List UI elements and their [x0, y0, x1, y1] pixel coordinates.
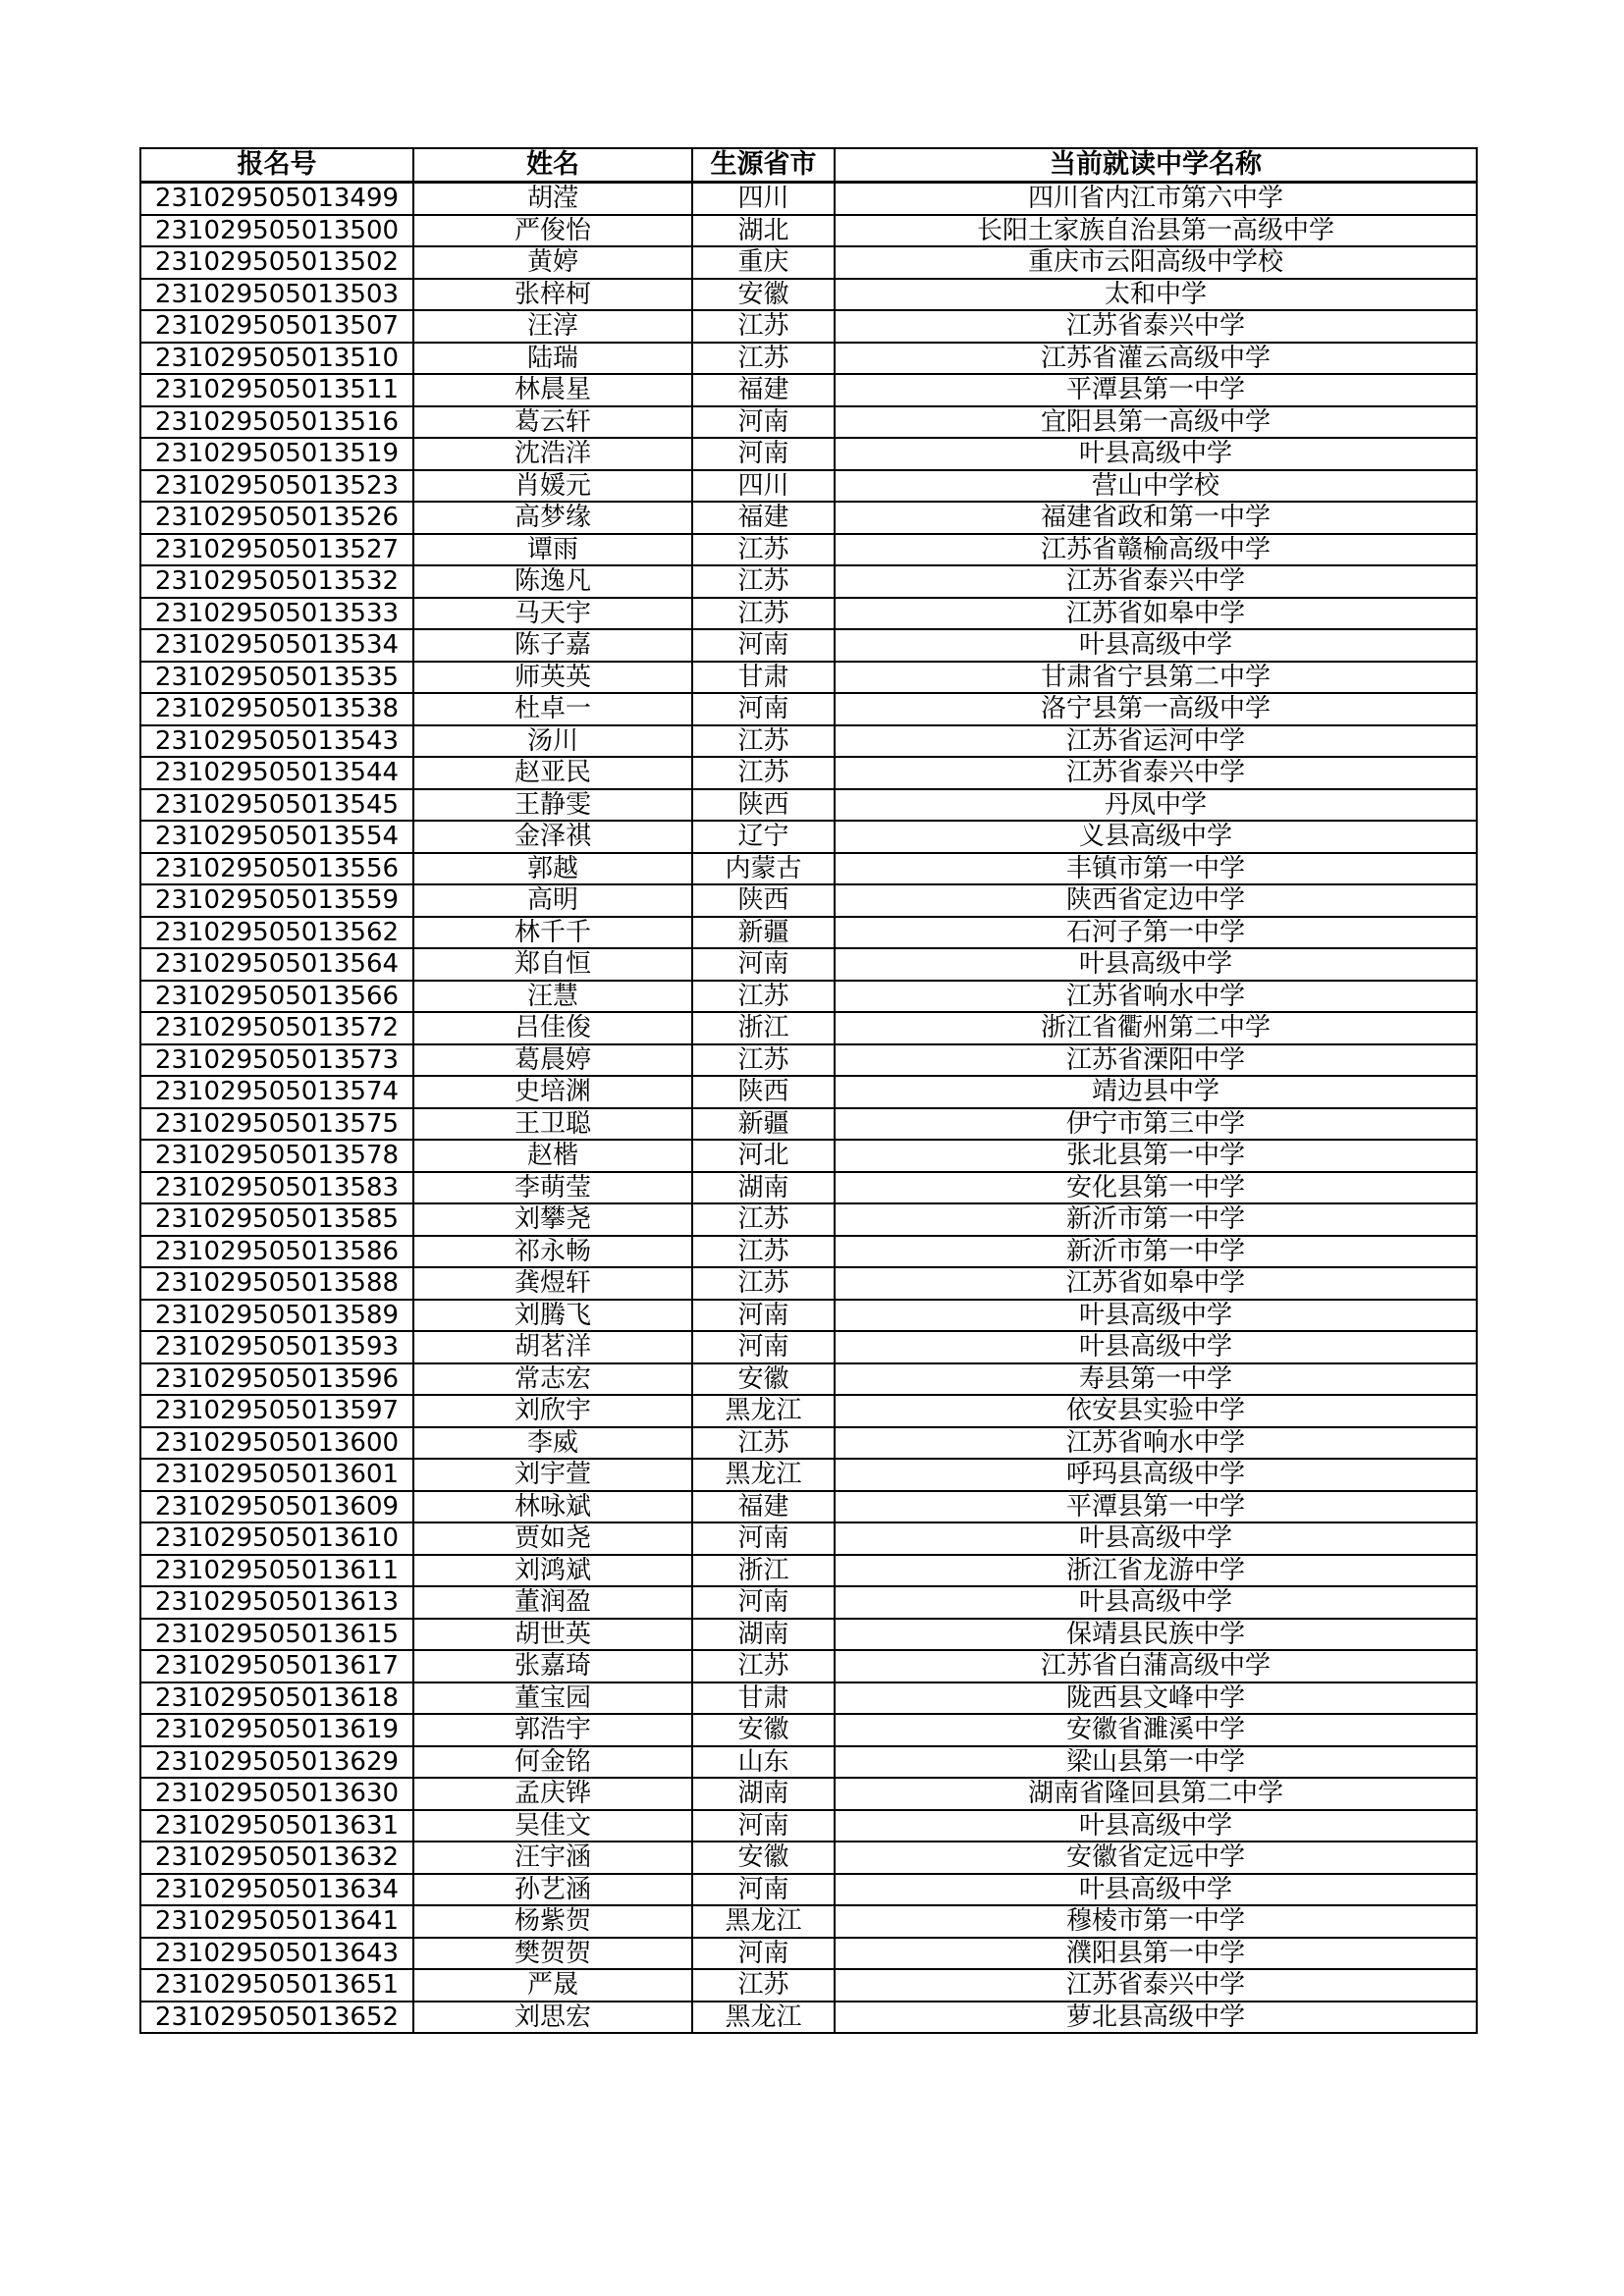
table-row	[140, 1363, 1477, 1396]
cell-name: 严俊怡	[413, 215, 692, 247]
header-source-province: 生源省市	[692, 148, 835, 183]
cell-current-school: 义县高级中学	[835, 821, 1477, 853]
cell-name: 张梓柯	[413, 279, 692, 311]
cell-source-province: 重庆	[692, 246, 835, 279]
cell-name: 常志宏	[413, 1363, 692, 1396]
cell-registration-number: 231029505013554	[140, 821, 413, 853]
cell-registration-number: 231029505013643	[140, 1938, 413, 1970]
cell-current-school: 浙江省衢州第二中学	[835, 1012, 1477, 1044]
cell-current-school: 安徽省濉溪中学	[835, 1714, 1477, 1746]
cell-registration-number: 231029505013589	[140, 1300, 413, 1332]
cell-registration-number: 231029505013503	[140, 279, 413, 311]
cell-current-school: 平潭县第一中学	[835, 1491, 1477, 1523]
cell-name: 祁永畅	[413, 1236, 692, 1268]
table-row	[140, 1650, 1477, 1682]
cell-source-province: 福建	[692, 1491, 835, 1523]
cell-registration-number: 231029505013511	[140, 374, 413, 406]
cell-name: 刘宇萱	[413, 1459, 692, 1491]
cell-current-school: 叶县高级中学	[835, 1522, 1477, 1555]
cell-name: 黄婷	[413, 246, 692, 279]
cell-name: 葛云轩	[413, 406, 692, 439]
cell-source-province: 辽宁	[692, 821, 835, 853]
cell-registration-number: 231029505013613	[140, 1586, 413, 1619]
cell-current-school: 保靖县民族中学	[835, 1619, 1477, 1651]
cell-name: 陈子嘉	[413, 629, 692, 662]
table-row	[140, 1938, 1477, 1970]
table-row	[140, 725, 1477, 758]
table-row	[140, 693, 1477, 725]
cell-current-school: 呼玛县高级中学	[835, 1459, 1477, 1491]
table-row	[140, 1140, 1477, 1172]
cell-source-province: 湖南	[692, 1172, 835, 1204]
cell-registration-number: 231029505013585	[140, 1203, 413, 1236]
cell-name: 孟庆铧	[413, 1778, 692, 1810]
cell-registration-number: 231029505013544	[140, 757, 413, 789]
table-row	[140, 470, 1477, 503]
cell-source-province: 内蒙古	[692, 853, 835, 885]
cell-registration-number: 231029505013545	[140, 789, 413, 822]
table-body	[140, 183, 1477, 2034]
cell-name: 何金铭	[413, 1746, 692, 1779]
cell-source-province: 江苏	[692, 598, 835, 630]
cell-source-province: 湖北	[692, 215, 835, 247]
cell-name: 董润盈	[413, 1586, 692, 1619]
cell-name: 刘腾飞	[413, 1300, 692, 1332]
cell-name: 林千千	[413, 917, 692, 949]
cell-name: 葛晨婷	[413, 1044, 692, 1077]
cell-registration-number: 231029505013617	[140, 1650, 413, 1682]
table-row	[140, 1810, 1477, 1842]
table-row	[140, 1427, 1477, 1460]
table-row	[140, 1969, 1477, 2002]
cell-name: 汪慧	[413, 981, 692, 1013]
cell-registration-number: 231029505013507	[140, 310, 413, 343]
table-row	[140, 1044, 1477, 1077]
cell-current-school: 叶县高级中学	[835, 948, 1477, 981]
cell-registration-number: 231029505013564	[140, 948, 413, 981]
cell-current-school: 平潭县第一中学	[835, 374, 1477, 406]
cell-source-province: 江苏	[692, 565, 835, 598]
cell-current-school: 福建省政和第一中学	[835, 502, 1477, 534]
cell-source-province: 浙江	[692, 1555, 835, 1587]
cell-registration-number: 231029505013538	[140, 693, 413, 725]
table-row	[140, 310, 1477, 343]
cell-registration-number: 231029505013618	[140, 1682, 413, 1715]
cell-source-province: 江苏	[692, 310, 835, 343]
cell-source-province: 河南	[692, 948, 835, 981]
cell-source-province: 江苏	[692, 757, 835, 789]
cell-registration-number: 231029505013572	[140, 1012, 413, 1044]
cell-source-province: 江苏	[692, 343, 835, 375]
cell-current-school: 江苏省响水中学	[835, 981, 1477, 1013]
cell-registration-number: 231029505013631	[140, 1810, 413, 1842]
cell-registration-number: 231029505013556	[140, 853, 413, 885]
cell-current-school: 江苏省响水中学	[835, 1427, 1477, 1460]
cell-current-school: 陇西县文峰中学	[835, 1682, 1477, 1715]
student-table	[139, 147, 1478, 2034]
cell-registration-number: 231029505013574	[140, 1076, 413, 1108]
cell-source-province: 江苏	[692, 1267, 835, 1300]
cell-registration-number: 231029505013533	[140, 598, 413, 630]
cell-source-province: 江苏	[692, 725, 835, 758]
cell-current-school: 洛宁县第一高级中学	[835, 693, 1477, 725]
cell-name: 沈浩洋	[413, 438, 692, 470]
cell-registration-number: 231029505013578	[140, 1140, 413, 1172]
table-row	[140, 1395, 1477, 1427]
cell-source-province: 安徽	[692, 1714, 835, 1746]
cell-source-province: 河北	[692, 1140, 835, 1172]
cell-source-province: 江苏	[692, 981, 835, 1013]
cell-registration-number: 231029505013535	[140, 662, 413, 694]
cell-name: 董宝园	[413, 1682, 692, 1715]
cell-current-school: 叶县高级中学	[835, 1331, 1477, 1363]
cell-source-province: 浙江	[692, 1012, 835, 1044]
cell-name: 樊贺贺	[413, 1938, 692, 1970]
table-row	[140, 1491, 1477, 1523]
table-row	[140, 1108, 1477, 1141]
cell-current-school: 伊宁市第三中学	[835, 1108, 1477, 1141]
table-row	[140, 1586, 1477, 1619]
cell-source-province: 福建	[692, 374, 835, 406]
table-row	[140, 1682, 1477, 1715]
cell-registration-number: 231029505013651	[140, 1969, 413, 2002]
cell-registration-number: 231029505013527	[140, 534, 413, 566]
cell-current-school: 依安县实验中学	[835, 1395, 1477, 1427]
table-row	[140, 1746, 1477, 1779]
cell-registration-number: 231029505013588	[140, 1267, 413, 1300]
cell-current-school: 新沂市第一中学	[835, 1236, 1477, 1268]
table-row	[140, 1267, 1477, 1300]
cell-current-school: 长阳土家族自治县第一高级中学	[835, 215, 1477, 247]
cell-current-school: 新沂市第一中学	[835, 1203, 1477, 1236]
table-row	[140, 1300, 1477, 1332]
header-registration-number: 报名号	[140, 148, 413, 183]
cell-name: 马天宇	[413, 598, 692, 630]
cell-name: 赵楷	[413, 1140, 692, 1172]
table-row	[140, 438, 1477, 470]
table-row	[140, 406, 1477, 439]
cell-source-province: 福建	[692, 502, 835, 534]
table-row	[140, 821, 1477, 853]
cell-name: 刘欣宇	[413, 1395, 692, 1427]
cell-name: 汪宇涵	[413, 1842, 692, 1874]
cell-registration-number: 231029505013652	[140, 2002, 413, 2034]
cell-source-province: 河南	[692, 1874, 835, 1906]
cell-current-school: 张北县第一中学	[835, 1140, 1477, 1172]
cell-source-province: 河南	[692, 1300, 835, 1332]
cell-name: 杜卓一	[413, 693, 692, 725]
cell-current-school: 寿县第一中学	[835, 1363, 1477, 1396]
cell-source-province: 陕西	[692, 789, 835, 822]
cell-name: 肖媛元	[413, 470, 692, 503]
cell-registration-number: 231029505013499	[140, 183, 413, 215]
cell-registration-number: 231029505013532	[140, 565, 413, 598]
cell-source-province: 黑龙江	[692, 2002, 835, 2034]
table-row	[140, 1874, 1477, 1906]
cell-name: 严晟	[413, 1969, 692, 2002]
cell-name: 郑自恒	[413, 948, 692, 981]
cell-source-province: 河南	[692, 406, 835, 439]
cell-name: 杨紫贺	[413, 1905, 692, 1938]
cell-source-province: 甘肃	[692, 1682, 835, 1715]
cell-name: 汪淳	[413, 310, 692, 343]
cell-registration-number: 231029505013583	[140, 1172, 413, 1204]
cell-source-province: 河南	[692, 1331, 835, 1363]
table-row	[140, 1905, 1477, 1938]
table-row	[140, 502, 1477, 534]
cell-source-province: 四川	[692, 470, 835, 503]
cell-current-school: 濮阳县第一中学	[835, 1938, 1477, 1970]
cell-registration-number: 231029505013600	[140, 1427, 413, 1460]
cell-current-school: 江苏省赣榆高级中学	[835, 534, 1477, 566]
table-row	[140, 279, 1477, 311]
cell-current-school: 江苏省泰兴中学	[835, 757, 1477, 789]
table-row	[140, 1778, 1477, 1810]
cell-name: 吕佳俊	[413, 1012, 692, 1044]
cell-registration-number: 231029505013610	[140, 1522, 413, 1555]
table-row	[140, 1236, 1477, 1268]
table-row	[140, 534, 1477, 566]
cell-registration-number: 231029505013611	[140, 1555, 413, 1587]
cell-source-province: 四川	[692, 183, 835, 215]
cell-current-school: 宜阳县第一高级中学	[835, 406, 1477, 439]
cell-registration-number: 231029505013543	[140, 725, 413, 758]
cell-name: 王卫聪	[413, 1108, 692, 1141]
cell-source-province: 陕西	[692, 1076, 835, 1108]
cell-name: 金泽祺	[413, 821, 692, 853]
table-row	[140, 917, 1477, 949]
cell-current-school: 安化县第一中学	[835, 1172, 1477, 1204]
cell-current-school: 太和中学	[835, 279, 1477, 311]
cell-registration-number: 231029505013619	[140, 1714, 413, 1746]
cell-source-province: 江苏	[692, 1203, 835, 1236]
cell-source-province: 河南	[692, 1938, 835, 1970]
cell-registration-number: 231029505013502	[140, 246, 413, 279]
cell-current-school: 叶县高级中学	[835, 1874, 1477, 1906]
cell-current-school: 营山中学校	[835, 470, 1477, 503]
cell-name: 胡滢	[413, 183, 692, 215]
cell-current-school: 江苏省运河中学	[835, 725, 1477, 758]
cell-current-school: 江苏省泰兴中学	[835, 1969, 1477, 2002]
cell-name: 李萌莹	[413, 1172, 692, 1204]
cell-current-school: 叶县高级中学	[835, 1300, 1477, 1332]
cell-current-school: 安徽省定远中学	[835, 1842, 1477, 1874]
cell-source-province: 黑龙江	[692, 1395, 835, 1427]
table-row	[140, 246, 1477, 279]
cell-name: 刘思宏	[413, 2002, 692, 2034]
table-row	[140, 1076, 1477, 1108]
cell-current-school: 叶县高级中学	[835, 629, 1477, 662]
table-row	[140, 1203, 1477, 1236]
table-row	[140, 1172, 1477, 1204]
table-row	[140, 183, 1477, 215]
cell-registration-number: 231029505013634	[140, 1874, 413, 1906]
cell-registration-number: 231029505013516	[140, 406, 413, 439]
cell-current-school: 江苏省溧阳中学	[835, 1044, 1477, 1077]
cell-source-province: 河南	[692, 1522, 835, 1555]
cell-source-province: 新疆	[692, 1108, 835, 1141]
cell-current-school: 叶县高级中学	[835, 438, 1477, 470]
cell-registration-number: 231029505013559	[140, 884, 413, 917]
table-header-row	[140, 148, 1477, 183]
cell-current-school: 江苏省泰兴中学	[835, 565, 1477, 598]
cell-source-province: 江苏	[692, 1044, 835, 1077]
cell-current-school: 江苏省灌云高级中学	[835, 343, 1477, 375]
cell-registration-number: 231029505013632	[140, 1842, 413, 1874]
table-row	[140, 598, 1477, 630]
cell-source-province: 河南	[692, 629, 835, 662]
cell-name: 赵亚民	[413, 757, 692, 789]
cell-current-school: 江苏省泰兴中学	[835, 310, 1477, 343]
cell-current-school: 湖南省隆回县第二中学	[835, 1778, 1477, 1810]
cell-registration-number: 231029505013641	[140, 1905, 413, 1938]
cell-registration-number: 231029505013500	[140, 215, 413, 247]
cell-registration-number: 231029505013573	[140, 1044, 413, 1077]
cell-source-province: 黑龙江	[692, 1905, 835, 1938]
cell-registration-number: 231029505013615	[140, 1619, 413, 1651]
cell-name: 史培渊	[413, 1076, 692, 1108]
cell-current-school: 江苏省白蒲高级中学	[835, 1650, 1477, 1682]
cell-registration-number: 231029505013596	[140, 1363, 413, 1396]
cell-name: 陆瑞	[413, 343, 692, 375]
cell-current-school: 浙江省龙游中学	[835, 1555, 1477, 1587]
cell-current-school: 靖边县中学	[835, 1076, 1477, 1108]
cell-name: 谭雨	[413, 534, 692, 566]
cell-registration-number: 231029505013601	[140, 1459, 413, 1491]
cell-source-province: 新疆	[692, 917, 835, 949]
cell-current-school: 梁山县第一中学	[835, 1746, 1477, 1779]
cell-registration-number: 231029505013526	[140, 502, 413, 534]
table-row	[140, 757, 1477, 789]
cell-source-province: 安徽	[692, 1842, 835, 1874]
cell-source-province: 河南	[692, 1810, 835, 1842]
cell-registration-number: 231029505013510	[140, 343, 413, 375]
cell-current-school: 重庆市云阳高级中学校	[835, 246, 1477, 279]
cell-name: 师英英	[413, 662, 692, 694]
cell-name: 郭浩宇	[413, 1714, 692, 1746]
cell-name: 王静雯	[413, 789, 692, 822]
cell-name: 龚煜轩	[413, 1267, 692, 1300]
cell-current-school: 丹凤中学	[835, 789, 1477, 822]
cell-name: 胡世英	[413, 1619, 692, 1651]
cell-current-school: 叶县高级中学	[835, 1586, 1477, 1619]
cell-current-school: 甘肃省宁县第二中学	[835, 662, 1477, 694]
cell-current-school: 萝北县高级中学	[835, 2002, 1477, 2034]
table-row	[140, 2002, 1477, 2034]
cell-registration-number: 231029505013586	[140, 1236, 413, 1268]
cell-registration-number: 231029505013523	[140, 470, 413, 503]
cell-source-province: 江苏	[692, 534, 835, 566]
cell-current-school: 陕西省定边中学	[835, 884, 1477, 917]
cell-registration-number: 231029505013562	[140, 917, 413, 949]
cell-source-province: 安徽	[692, 1363, 835, 1396]
table-row	[140, 1012, 1477, 1044]
table-row	[140, 853, 1477, 885]
cell-name: 林咏斌	[413, 1491, 692, 1523]
cell-source-province: 江苏	[692, 1427, 835, 1460]
cell-name: 贾如尧	[413, 1522, 692, 1555]
cell-registration-number: 231029505013597	[140, 1395, 413, 1427]
cell-source-province: 河南	[692, 693, 835, 725]
table-row	[140, 789, 1477, 822]
cell-registration-number: 231029505013593	[140, 1331, 413, 1363]
cell-name: 刘鸿斌	[413, 1555, 692, 1587]
cell-source-province: 河南	[692, 438, 835, 470]
cell-current-school: 江苏省如皋中学	[835, 1267, 1477, 1300]
cell-name: 汤川	[413, 725, 692, 758]
table-row	[140, 1522, 1477, 1555]
cell-source-province: 陕西	[692, 884, 835, 917]
cell-source-province: 江苏	[692, 1650, 835, 1682]
table-row	[140, 343, 1477, 375]
cell-name: 高梦缘	[413, 502, 692, 534]
table-row	[140, 662, 1477, 694]
cell-name: 刘攀尧	[413, 1203, 692, 1236]
cell-name: 胡茗洋	[413, 1331, 692, 1363]
table-row	[140, 1331, 1477, 1363]
cell-name: 高明	[413, 884, 692, 917]
table-row	[140, 1459, 1477, 1491]
cell-current-school: 石河子第一中学	[835, 917, 1477, 949]
cell-name: 郭越	[413, 853, 692, 885]
table-row	[140, 884, 1477, 917]
table-row	[140, 948, 1477, 981]
cell-current-school: 江苏省如皋中学	[835, 598, 1477, 630]
cell-name: 张嘉琦	[413, 1650, 692, 1682]
cell-source-province: 江苏	[692, 1969, 835, 2002]
table-row	[140, 215, 1477, 247]
cell-source-province: 山东	[692, 1746, 835, 1779]
header-current-school: 当前就读中学名称	[835, 148, 1477, 183]
table-row	[140, 374, 1477, 406]
cell-current-school: 丰镇市第一中学	[835, 853, 1477, 885]
cell-current-school: 穆棱市第一中学	[835, 1905, 1477, 1938]
cell-current-school: 叶县高级中学	[835, 1810, 1477, 1842]
cell-source-province: 甘肃	[692, 662, 835, 694]
cell-current-school: 四川省内江市第六中学	[835, 183, 1477, 215]
cell-source-province: 湖南	[692, 1778, 835, 1810]
table-row	[140, 1619, 1477, 1651]
header-name: 姓名	[413, 148, 692, 183]
cell-registration-number: 231029505013629	[140, 1746, 413, 1779]
cell-name: 吴佳文	[413, 1810, 692, 1842]
cell-registration-number: 231029505013566	[140, 981, 413, 1013]
table-row	[140, 1842, 1477, 1874]
table-row	[140, 565, 1477, 598]
cell-source-province: 河南	[692, 1586, 835, 1619]
cell-registration-number: 231029505013609	[140, 1491, 413, 1523]
table-row	[140, 1714, 1477, 1746]
cell-source-province: 安徽	[692, 279, 835, 311]
table-row	[140, 629, 1477, 662]
cell-source-province: 黑龙江	[692, 1459, 835, 1491]
cell-source-province: 湖南	[692, 1619, 835, 1651]
cell-source-province: 江苏	[692, 1236, 835, 1268]
cell-name: 孙艺涵	[413, 1874, 692, 1906]
cell-name: 陈逸凡	[413, 565, 692, 598]
table-row	[140, 1555, 1477, 1587]
cell-name: 李威	[413, 1427, 692, 1460]
cell-registration-number: 231029505013519	[140, 438, 413, 470]
cell-registration-number: 231029505013534	[140, 629, 413, 662]
table-row	[140, 981, 1477, 1013]
cell-name: 林晨星	[413, 374, 692, 406]
cell-registration-number: 231029505013630	[140, 1778, 413, 1810]
cell-registration-number: 231029505013575	[140, 1108, 413, 1141]
